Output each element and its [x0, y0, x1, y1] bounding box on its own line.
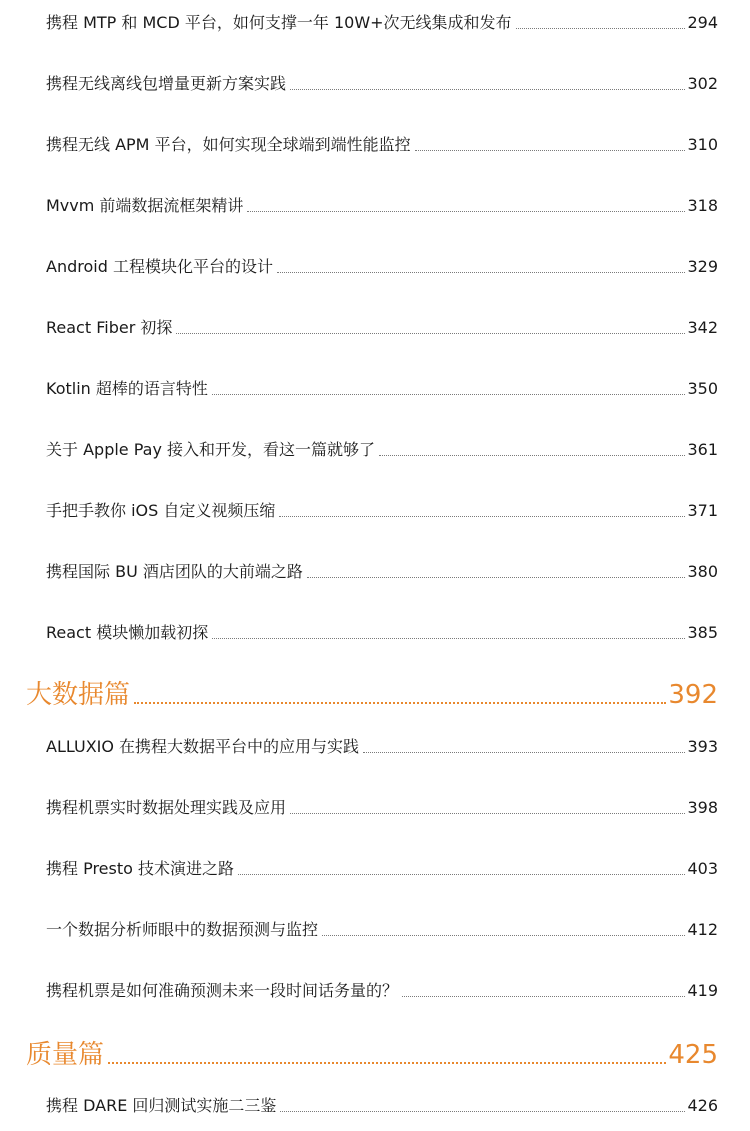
dot-leader: [176, 333, 685, 334]
dot-leader: [290, 89, 685, 90]
toc-entry[interactable]: [46, 733, 718, 757]
toc-entry-page: 419: [687, 981, 718, 1000]
dot-leader: [108, 1062, 666, 1064]
toc-entry[interactable]: [46, 916, 718, 940]
toc-entry-title: Android 工程模块化平台的设计: [46, 257, 273, 276]
toc-entry-page: 398: [687, 798, 718, 817]
toc-section-page: 425: [668, 1040, 718, 1070]
toc-entry-title: 手把手教你 iOS 自定义视频压缩: [46, 501, 276, 520]
toc-entry-title: React 模块懒加载初探: [46, 623, 209, 642]
dot-leader: [516, 28, 686, 29]
toc-entry-page: 310: [687, 135, 718, 154]
toc-entry[interactable]: [46, 1092, 718, 1116]
dot-leader: [322, 935, 685, 936]
toc-entry[interactable]: [46, 619, 718, 643]
toc-entry-title: 携程无线 APM 平台，如何实现全球端到端性能监控: [46, 135, 411, 154]
toc-entry-title: 关于 Apple Pay 接入和开发，看这一篇就够了: [46, 440, 376, 459]
dot-leader: [280, 1111, 685, 1112]
toc-entry[interactable]: [46, 794, 718, 818]
dot-leader: [290, 813, 685, 814]
toc-entry-page: 426: [687, 1096, 718, 1115]
toc-entry-title: 携程 MTP 和 MCD 平台，如何支撑一年 10W+次无线集成和发布: [46, 13, 512, 32]
toc-entry-title: 一个数据分析师眼中的数据预测与监控: [46, 920, 319, 939]
toc-entry-page: 294: [687, 13, 718, 32]
toc-entry-title: ALLUXIO 在携程大数据平台中的应用与实践: [46, 737, 360, 756]
toc-entry[interactable]: [46, 558, 718, 582]
toc-entry-page: 302: [687, 74, 718, 93]
toc-entry[interactable]: [46, 375, 718, 399]
toc-entry-title: 携程机票是如何准确预测未来一段时间话务量的？: [46, 981, 399, 1000]
toc-section-heading[interactable]: [26, 676, 718, 710]
dot-leader: [363, 752, 685, 753]
dot-leader: [402, 996, 685, 997]
toc-entry-page: 342: [687, 318, 718, 337]
dot-leader: [379, 455, 685, 456]
dot-leader: [212, 638, 685, 639]
toc-entry[interactable]: [46, 497, 718, 521]
toc-entry[interactable]: [46, 977, 718, 1001]
dot-leader: [307, 577, 686, 578]
dot-leader: [212, 394, 686, 395]
toc-entry[interactable]: [46, 70, 718, 94]
toc-entry[interactable]: [46, 253, 718, 277]
toc-entry[interactable]: [46, 855, 718, 879]
toc-entry[interactable]: [46, 192, 718, 216]
toc-entry-title: 携程国际 BU 酒店团队的大前端之路: [46, 562, 303, 581]
dot-leader: [279, 516, 685, 517]
toc-entry-page: 371: [687, 501, 718, 520]
toc-section-title: 大数据篇: [26, 680, 131, 710]
dot-leader: [277, 272, 686, 273]
toc-entry-title: 携程无线离线包增量更新方案实践: [46, 74, 287, 93]
toc-entry-page: 385: [687, 623, 718, 642]
toc-entry-page: 329: [687, 257, 718, 276]
dot-leader: [238, 874, 685, 875]
toc-section-heading[interactable]: [26, 1036, 718, 1070]
toc-entry-title: 携程 DARE 回归测试实施二三鉴: [46, 1096, 277, 1115]
toc-entry-page: 350: [687, 379, 718, 398]
toc-entry-page: 361: [687, 440, 718, 459]
toc-entry[interactable]: [46, 436, 718, 460]
toc-entry-title: 携程机票实时数据处理实践及应用: [46, 798, 287, 817]
toc-entry-page: 393: [687, 737, 718, 756]
toc-entry-page: 318: [687, 196, 718, 215]
toc-entry-page: 403: [687, 859, 718, 878]
dot-leader: [134, 702, 666, 704]
toc-entry-title: React Fiber 初探: [46, 318, 173, 337]
toc-entry[interactable]: [46, 9, 718, 33]
toc-entry-page: 412: [687, 920, 718, 939]
toc-entry[interactable]: [46, 131, 718, 155]
toc-entry-title: Kotlin 超棒的语言特性: [46, 379, 208, 398]
toc-section-title: 质量篇: [26, 1040, 105, 1070]
toc-entry-page: 380: [687, 562, 718, 581]
toc-entry[interactable]: [46, 314, 718, 338]
toc-section-page: 392: [668, 680, 718, 710]
dot-leader: [415, 150, 686, 151]
toc-entry-title: 携程 Presto 技术演进之路: [46, 859, 235, 878]
dot-leader: [247, 211, 685, 212]
toc-entry-title: Mvvm 前端数据流框架精讲: [46, 196, 244, 215]
